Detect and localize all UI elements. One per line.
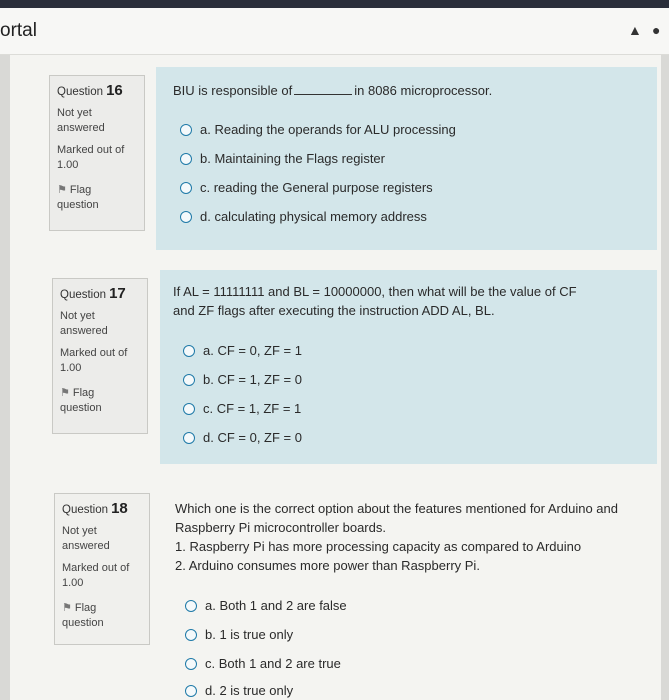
answer-option-b[interactable]: b. 1 is true only xyxy=(185,627,293,642)
question-number: 18 xyxy=(111,500,128,517)
question-status: Not yet answered xyxy=(60,310,108,337)
question-label: Question xyxy=(62,504,109,516)
question-grade: Marked out of 1.00 xyxy=(62,562,130,589)
question-info-16 xyxy=(49,75,145,231)
question-content-18 xyxy=(160,487,657,700)
question-number: 17 xyxy=(109,285,126,302)
question-text: BIU is responsible of in 8086 microprocessor. xyxy=(173,83,493,98)
radio-button[interactable] xyxy=(180,153,192,165)
answer-option-b[interactable]: b. CF = 1, ZF = 0 xyxy=(183,372,302,387)
question-info-17 xyxy=(52,278,148,434)
answer-option-d[interactable]: d. 2 is true only xyxy=(185,683,293,698)
radio-button[interactable] xyxy=(185,629,197,641)
answer-option-b[interactable]: b. Maintaining the Flags register xyxy=(180,151,385,166)
flag-question-button[interactable]: ⚑ Flag question xyxy=(62,602,104,629)
answer-option-c[interactable]: c. Both 1 and 2 are true xyxy=(185,656,341,671)
answer-option-d[interactable]: d. calculating physical memory address xyxy=(180,209,427,224)
answer-option-c[interactable]: c. CF = 1, ZF = 1 xyxy=(183,401,301,416)
question-content-17 xyxy=(160,270,657,464)
radio-button[interactable] xyxy=(180,124,192,136)
question-label: Question xyxy=(60,289,107,301)
answer-option-a[interactable]: a. Reading the operands for ALU processing xyxy=(180,122,456,137)
chat-icon[interactable]: ● xyxy=(652,22,661,38)
question-info-18 xyxy=(54,493,150,645)
fill-blank xyxy=(294,94,352,95)
radio-button[interactable] xyxy=(180,182,192,194)
flag-question-button[interactable]: ⚑ Flag question xyxy=(60,387,102,414)
radio-button[interactable] xyxy=(185,658,197,670)
question-status: Not yet answered xyxy=(57,107,105,134)
answer-option-d[interactable]: d. CF = 0, ZF = 0 xyxy=(183,430,302,445)
radio-button[interactable] xyxy=(183,432,195,444)
quiz-page xyxy=(10,55,661,700)
radio-button[interactable] xyxy=(180,211,192,223)
question-text: If AL = 11111111 and BL = 10000000, then what will be the value of CF and ZF flags after executing the instruction ADD AL, BL. xyxy=(173,284,577,318)
radio-button[interactable] xyxy=(183,374,195,386)
question-grade: Marked out of 1.00 xyxy=(57,144,125,171)
radio-button[interactable] xyxy=(185,600,197,612)
answer-option-c[interactable]: c. reading the General purpose registers xyxy=(180,180,433,195)
flag-icon: ⚑ xyxy=(60,387,70,399)
question-grade: Marked out of 1.00 xyxy=(60,347,128,374)
flag-icon: ⚑ xyxy=(57,184,67,196)
question-content-16 xyxy=(156,67,657,250)
question-number: 16 xyxy=(106,82,123,99)
site-header xyxy=(0,8,669,55)
answer-option-a[interactable]: a. CF = 0, ZF = 1 xyxy=(183,343,302,358)
radio-button[interactable] xyxy=(183,345,195,357)
flag-icon: ⚑ xyxy=(62,602,72,614)
radio-button[interactable] xyxy=(185,685,197,697)
radio-button[interactable] xyxy=(183,403,195,415)
bell-icon[interactable]: ▲ xyxy=(628,22,642,38)
site-brand[interactable]: ortal xyxy=(0,20,37,41)
flag-question-button[interactable]: ⚑ Flag question xyxy=(57,184,99,211)
question-text: Which one is the correct option about the features mentioned for Arduino and Raspberry Pi microcontroller boards. 1. Raspberry Pi has more processing capacity as compared to Arduino 2. Arduino consumes more power than Raspberry Pi. xyxy=(175,501,618,573)
answer-option-a[interactable]: a. Both 1 and 2 are false xyxy=(185,598,347,613)
question-status: Not yet answered xyxy=(62,525,110,552)
top-bar xyxy=(0,0,669,8)
question-label: Question xyxy=(57,86,104,98)
